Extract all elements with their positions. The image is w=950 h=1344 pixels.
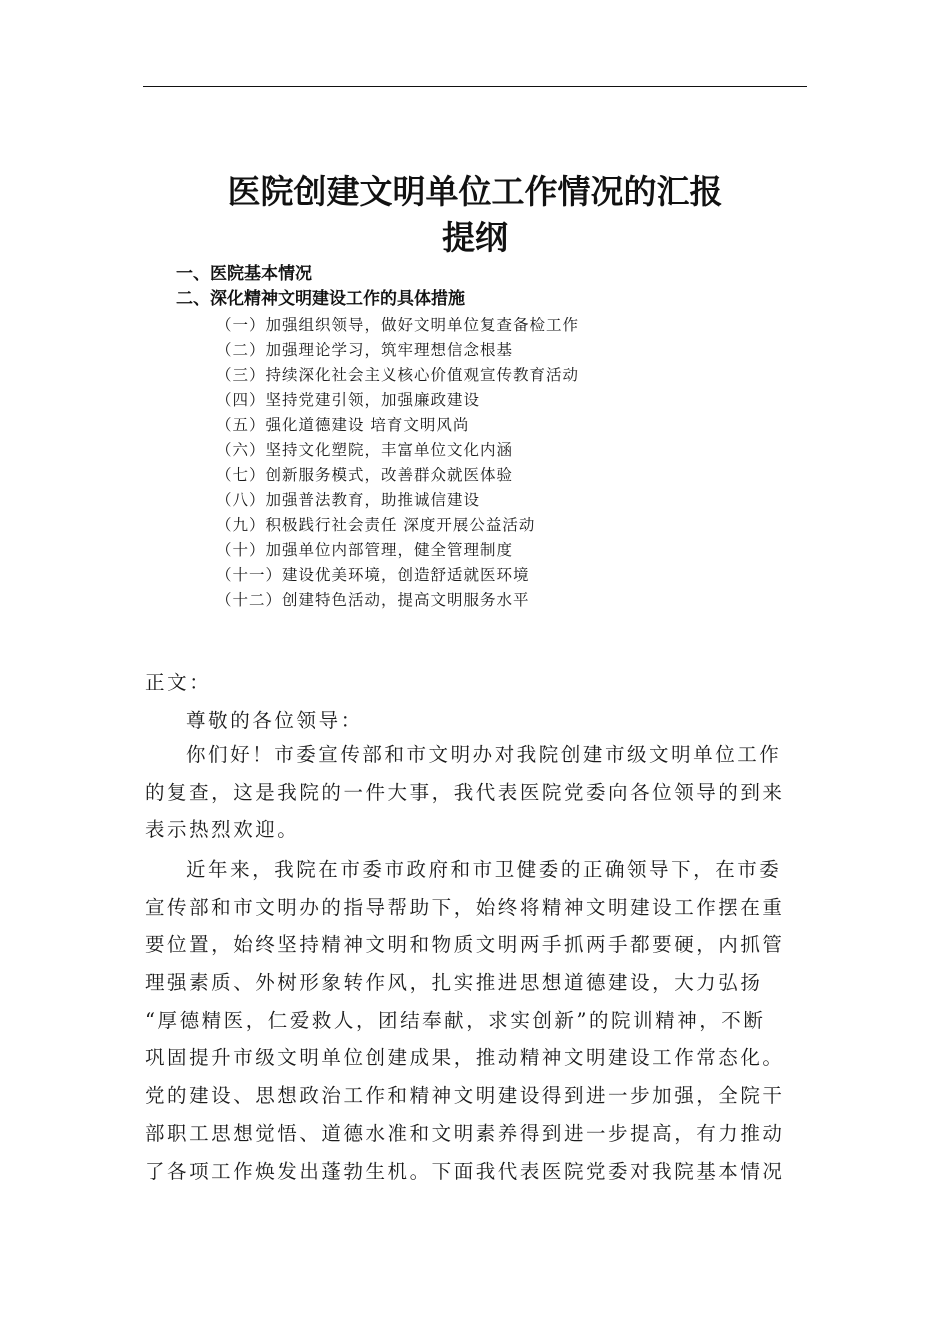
outline-item: （一）加强组织领导，做好文明单位复查备检工作 bbox=[216, 316, 580, 334]
outline-item: （三）持续深化社会主义核心价值观宣传教育活动 bbox=[216, 366, 580, 384]
outline-item: （六）坚持文化塑院，丰富单位文化内涵 bbox=[216, 441, 514, 459]
paragraph-greeting bbox=[145, 736, 809, 849]
paragraph-line: 了各项工作焕发出蓬勃生机。下面我代表医院党委对我院基本情况 bbox=[145, 1159, 785, 1183]
paragraph-line: “厚德精医，仁爱救人，团结奉献，求实创新”的院训精神，不断 bbox=[145, 1008, 766, 1032]
outline-item: （九）积极践行社会责任 深度开展公益活动 bbox=[216, 516, 536, 534]
outline-item: （五）强化道德建设 培育文明风尚 bbox=[216, 416, 470, 434]
outline-item: （二）加强理论学习，筑牢理想信念根基 bbox=[216, 341, 514, 359]
paragraph-line: 的复查，这是我院的一件大事，我代表医院党委向各位领导的到来 bbox=[145, 780, 785, 804]
paragraph-line: 巩固提升市级文明单位创建成果，推动精神文明建设工作常态化。 bbox=[145, 1046, 785, 1070]
outline-section-2: 二、深化精神文明建设工作的具体措施 bbox=[176, 289, 465, 309]
paragraph-line: 理强素质、外树形象转作风，扎实推进思想道德建设，大力弘扬 bbox=[145, 971, 763, 995]
paragraph-overview bbox=[145, 851, 809, 1190]
paragraph-line: 你们好！市委宣传部和市文明办对我院创建市级文明单位工作 bbox=[186, 743, 782, 766]
outline-item: （十）加强单位内部管理，健全管理制度 bbox=[216, 541, 514, 559]
paragraph-line: 部职工思想觉悟、道德水准和文明素养得到进一步提高，有力推动 bbox=[145, 1121, 785, 1145]
header-rule bbox=[143, 86, 807, 87]
outline-item: （四）坚持党建引领，加强廉政建设 bbox=[216, 391, 481, 409]
paragraph-line: 表示热烈欢迎。 bbox=[145, 818, 300, 842]
salutation: 尊敬的各位领导： bbox=[186, 709, 363, 732]
paragraph-line: 要位置，始终坚持精神文明和物质文明两手抓两手都要硬，内抓管 bbox=[145, 933, 785, 957]
outline-item: （八）加强普法教育，助推诚信建设 bbox=[216, 491, 481, 509]
outline-section-1: 一、医院基本情况 bbox=[176, 264, 312, 284]
document-title: 医院创建文明单位工作情况的汇报 bbox=[227, 172, 723, 211]
outline-item: （十二）创建特色活动，提高文明服务水平 bbox=[216, 591, 530, 609]
paragraph-line: 党的建设、思想政治工作和精神文明建设得到进一步加强，全院干 bbox=[145, 1084, 785, 1108]
outline-subitems bbox=[216, 313, 579, 613]
body-label: 正文： bbox=[145, 671, 212, 694]
outline-item: （七）创新服务模式，改善群众就医体验 bbox=[216, 466, 514, 484]
document-title-continued: 提纲 bbox=[442, 218, 508, 257]
paragraph-line: 宣传部和市文明办的指导帮助下，始终将精神文明建设工作摆在重 bbox=[145, 895, 785, 919]
outline-item: （十一）建设优美环境，创造舒适就医环境 bbox=[216, 566, 530, 584]
paragraph-line: 近年来，我院在市委市政府和市卫健委的正确领导下，在市委 bbox=[186, 858, 782, 881]
